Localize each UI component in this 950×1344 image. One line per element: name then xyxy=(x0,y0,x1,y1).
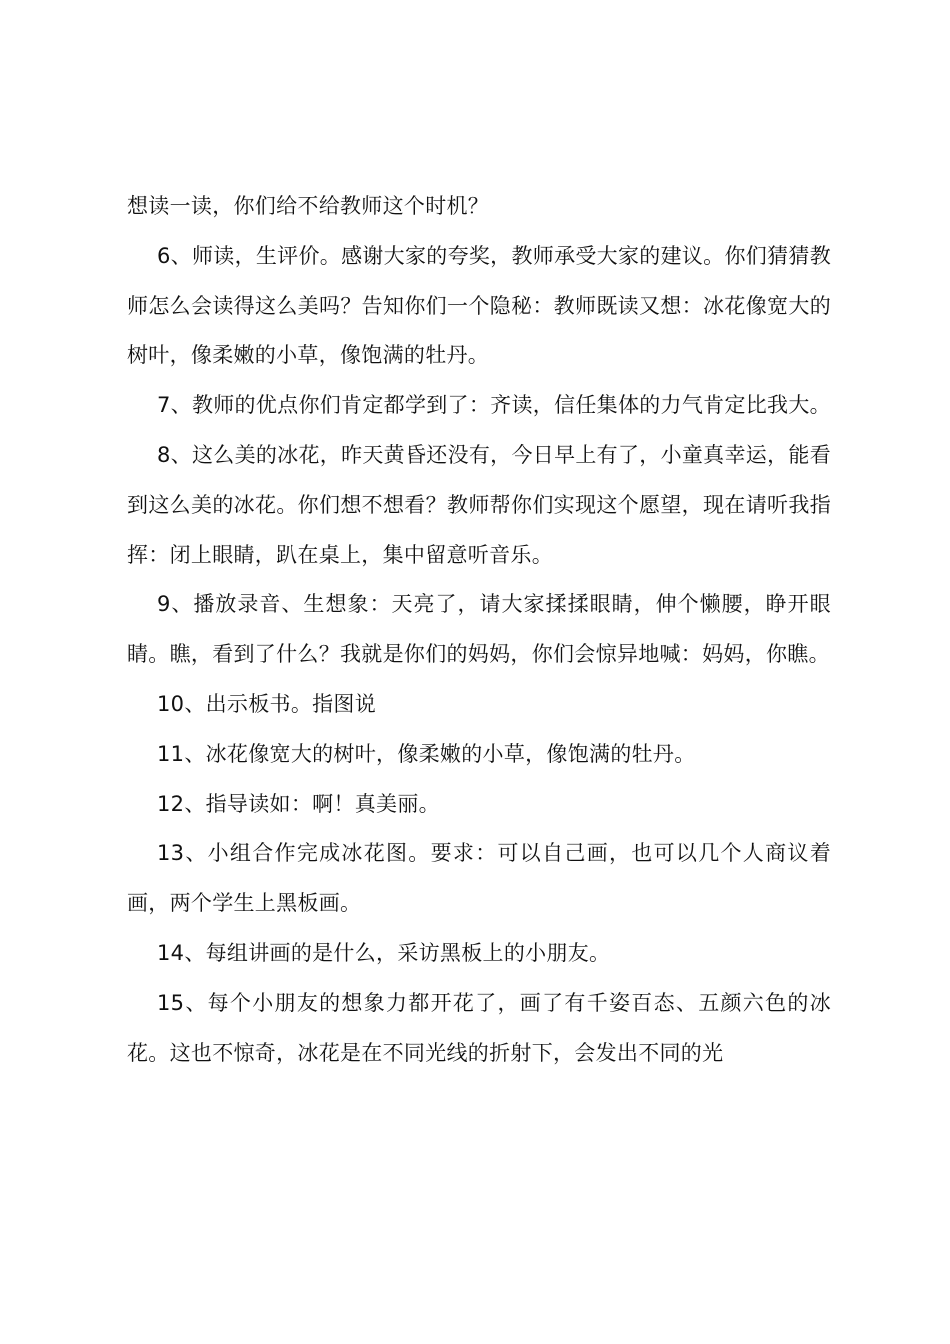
paragraph-step-7: 7、教师的优点你们肯定都学到了：齐读，信任集体的力气肯定比我大。 xyxy=(157,393,831,418)
paragraph-step-11: 11、冰花像宽大的树叶，像柔嫩的小草，像饱满的牡丹。 xyxy=(157,741,696,766)
paragraph-step-12: 12、指导读如：啊！真美丽。 xyxy=(157,791,440,816)
paragraph-step-6: 6、师读，生评价。感谢大家的夸奖，教师承受大家的建议。你们猜猜教师怎么会读得这么美吗？告知你们一个隐秘：教师既读又想：冰花像宽大的树叶，像柔嫩的小草，像饱满的牡丹。 xyxy=(127,243,831,368)
document-body xyxy=(127,182,831,1078)
paragraph-step-14: 14、每组讲画的是什么，采访黑板上的小朋友。 xyxy=(157,940,611,965)
paragraph-step-13: 13、小组合作完成冰花图。要求：可以自己画，也可以几个人商议着画，两个学生上黑板画。 xyxy=(127,841,831,916)
paragraph-step-9: 9、播放录音、生想象：天亮了，请大家揉揉眼睛，伸个懒腰，睁开眼睛。瞧，看到了什么？我就是你们的妈妈，你们会惊异地喊：妈妈，你瞧。 xyxy=(127,592,831,667)
paragraph-step-8: 8、这么美的冰花，昨天黄昏还没有，今日早上有了，小童真幸运，能看到这么美的冰花。你们想不想看？教师帮你们实现这个愿望，现在请听我指挥：闭上眼睛，趴在桌上，集中留意听音乐。 xyxy=(127,442,831,567)
paragraph-step-15: 15、每个小朋友的想象力都开花了，画了有千姿百态、五颜六色的冰花。这也不惊奇，冰花是在不同光线的折射下，会发出不同的光 xyxy=(127,990,831,1065)
paragraph-step-10: 10、出示板书。指图说 xyxy=(157,691,377,716)
paragraph-continuation: 想读一读，你们给不给教师这个时机？ xyxy=(127,194,490,218)
